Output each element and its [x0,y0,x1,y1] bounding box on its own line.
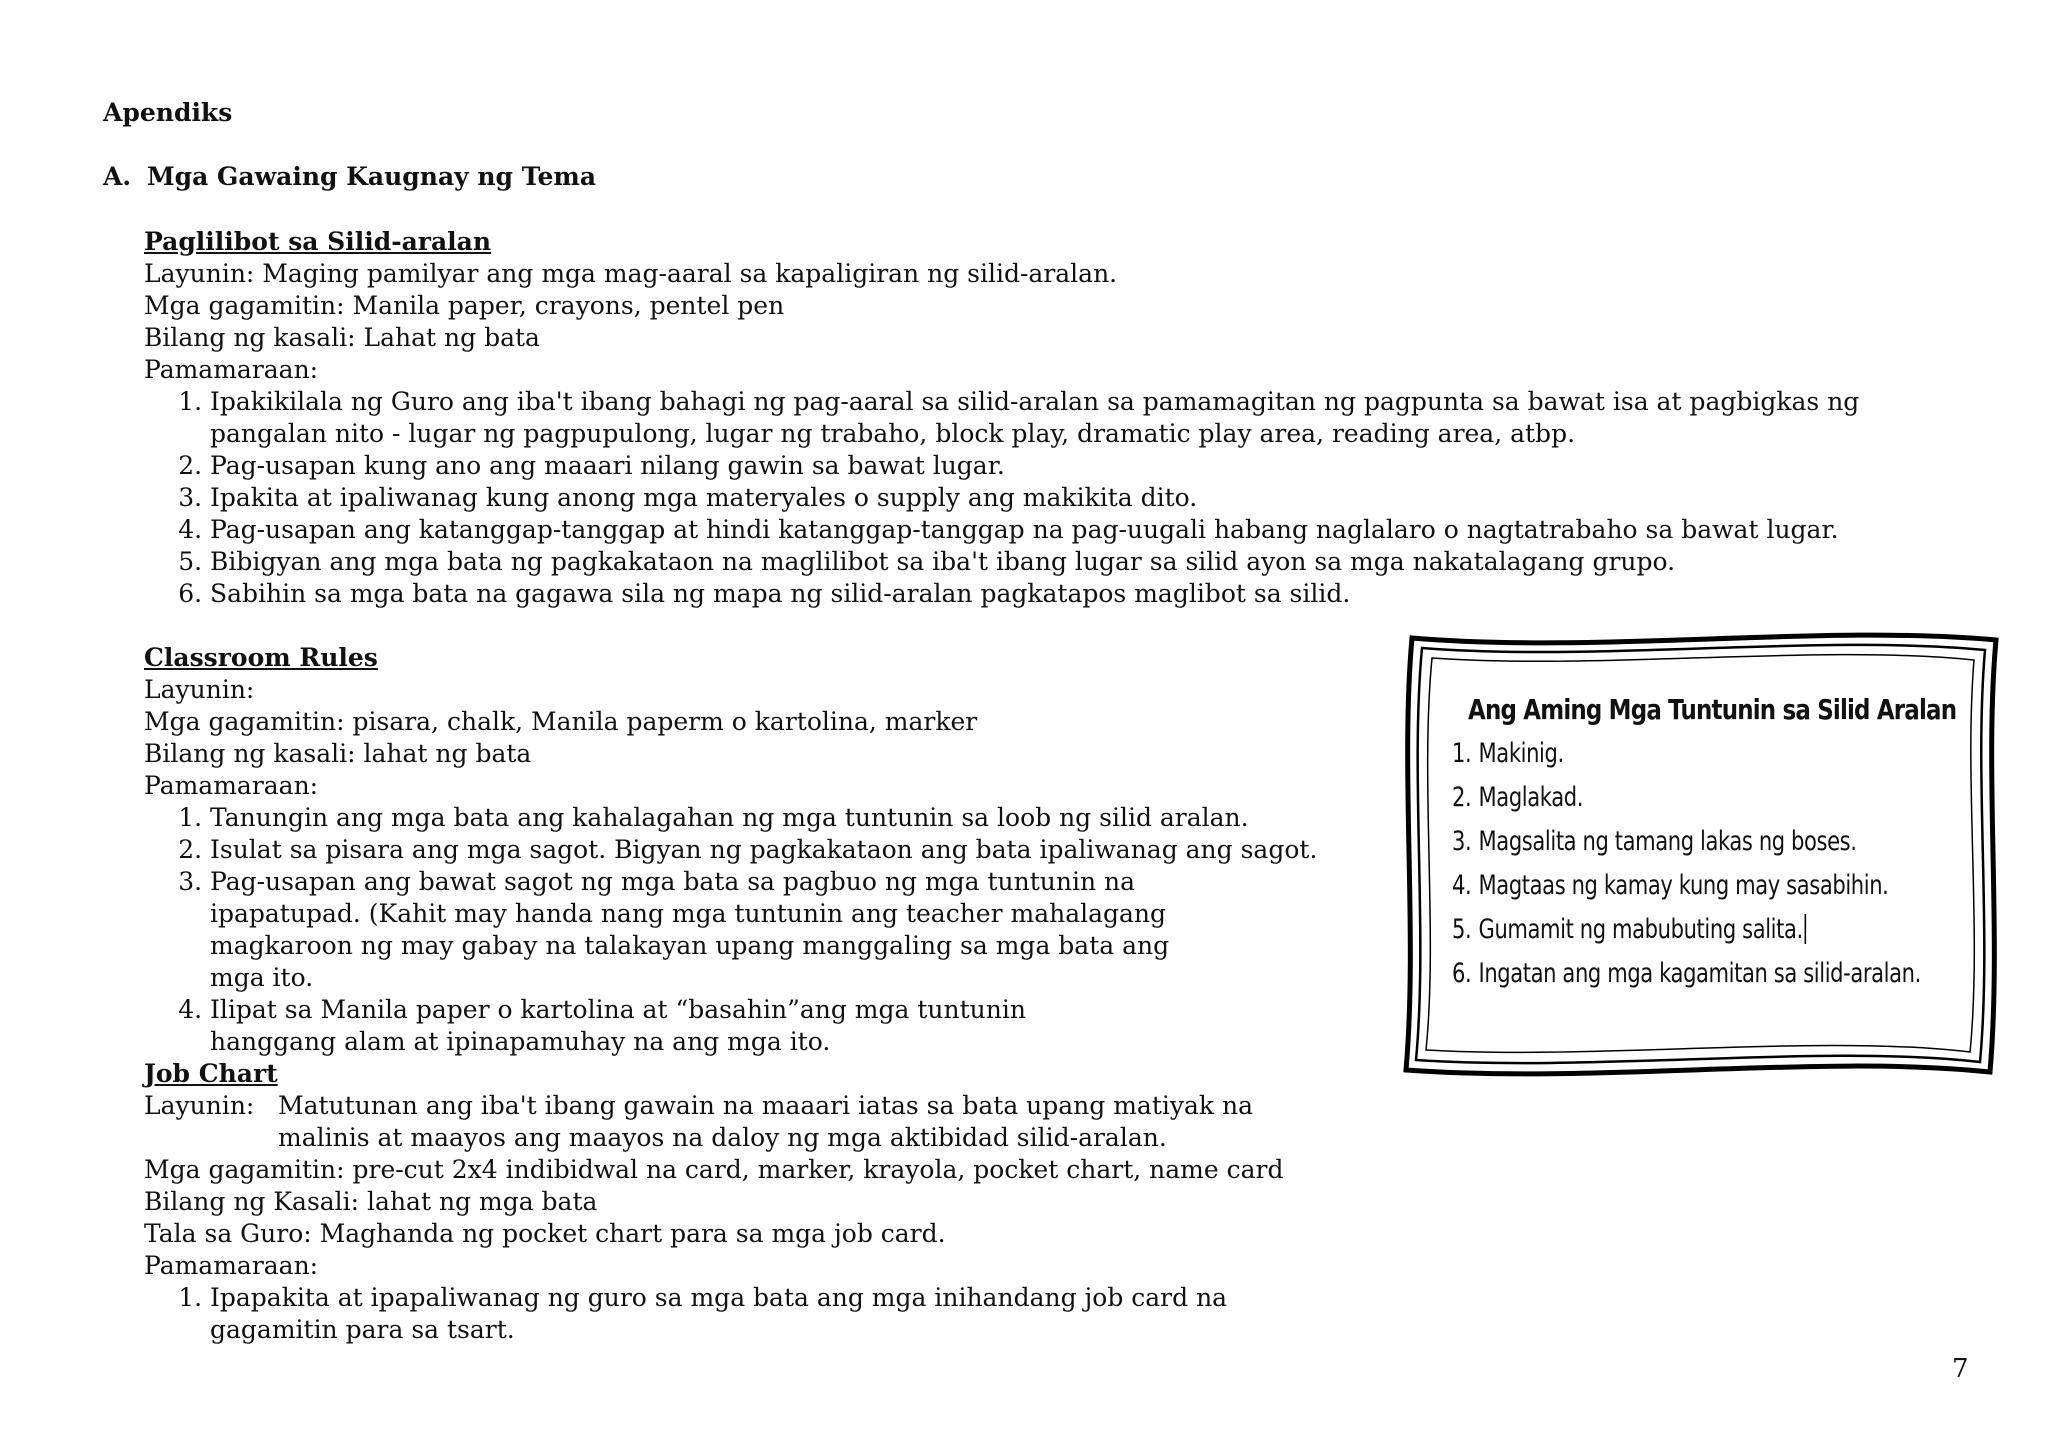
layunin-label: Layunin: [144,1091,255,1120]
pamamaraan-label: Pamamaraan: [144,771,319,800]
list-item: 2. Isulat sa pisara ang mga sagot. Bigyan ng pagkakataon ang bata ipaliwanag ang sagot. [210,834,1374,866]
section-heading [103,162,596,191]
poster-rules-list [1452,738,2048,1002]
list-item: 5. Gumamit ng mabubuting salita. [1452,914,1921,958]
steps-list [144,1282,1310,1346]
pamamaraan-label: Pamamaraan: [144,355,319,384]
steps-list [144,802,1374,1058]
list-item: 4. Pag-usapan ang katanggap-tanggap at hindi katanggap-tanggap na pag-uugali habang naglalaro o nagtatrabaho sa bawat lugar. [210,514,1944,546]
gagamitin-line: Mga gagamitin: pisara, chalk, Manila paperm o kartolina, marker [144,707,978,736]
list-item: 6. Ingatan ang mga kagamitan sa silid-aralan. [1452,958,1921,989]
section-letter: A. [103,162,132,191]
list-item: 4. Magtaas ng kamay kung may sasabihin. [1452,870,1889,901]
list-item: 2. Pag-usapan kung ano ang maaari nilang gawin sa bawat lugar. [210,450,1944,482]
list-item: 3. Ipakita at ipaliwanag kung anong mga materyales o supply ang makikita dito. [210,482,1944,514]
activity-heading: Classroom Rules [144,643,378,672]
activity-classroom-rules [144,642,1374,1058]
list-item: 1. Ipakikilala ng Guro ang iba't ibang bahagi ng pag-aaral sa silid-aralan sa pamamagitan ng pagpunta sa bawat isa at pagbigkas ng pangalan nito - lugar ng pagpupulong, lugar ng trabaho, block play, dramatic play area, reading area, atbp. [210,386,1944,450]
list-item: 6. Sabihin sa mga bata na gagawa sila ng mapa ng silid-aralan pagkatapos maglibot sa silid. [210,578,1944,610]
layunin-line: Layunin: [144,675,255,704]
layunin-text: Matutunan ang iba't ibang gawain na maaari iatas sa bata upang matiyak na malinis at maayos ang maayos na daloy ng mga aktibidad silid-aralan. [278,1091,1254,1152]
steps-list [144,386,1944,610]
kasali-line: Bilang ng Kasali: lahat ng mga bata [144,1187,598,1216]
list-item: 1. Tanungin ang mga bata ang kahalagahan ng mga tuntunin sa loob ng silid aralan. [210,802,1374,834]
list-item: 4. Ilipat sa Manila paper o kartolina at “basahin”ang mga tuntunin hanggang alam at ipinapamuhay na ang mga ito. [210,994,1374,1058]
list-item: 1. Ipapakita at ipapaliwanag ng guro sa mga bata ang mga inihandang job card na gagamitin para sa tsart. [210,1282,1310,1346]
gagamitin-line: Mga gagamitin: Manila paper, crayons, pentel pen [144,291,785,320]
list-item: 1. Makinig. [1452,738,1564,769]
activity-heading: Job Chart [144,1059,278,1088]
list-item: 3. Magsalita ng tamang lakas ng boses. [1452,826,1857,857]
list-item: 2. Maglakad. [1452,782,1584,813]
page-number: 7 [1952,1354,1969,1384]
list-item: 5. Bibigyan ang mga bata ng pagkakataon na maglilibot sa iba't ibang lugar sa silid ayon sa mga nakatalagang grupo. [210,546,1944,578]
section-title: Mga Gawaing Kaugnay ng Tema [147,162,597,191]
activity-job-chart [144,1058,1444,1346]
layunin-line [144,1090,1444,1154]
poster-title: Ang Aming Mga Tuntunin sa Silid Aralan [1468,693,1957,726]
list-item: 3. Pag-usapan ang bawat sagot ng mga bata sa pagbuo ng mga tuntunin na ipapatupad. (Kahit may handa nang mga tuntunin ang teacher mahalagang magkaroon ng may gabay na talakayan upang manggaling sa mga bata ang mga ito. [210,866,1374,994]
pamamaraan-label: Pamamaraan: [144,1251,319,1280]
kasali-line: Bilang ng kasali: lahat ng bata [144,739,532,768]
gagamitin-line: Mga gagamitin: pre-cut 2x4 indibidwal na card, marker, krayola, pocket chart, name card [144,1155,1284,1184]
appendix-title: Apendiks [103,98,233,127]
text-cursor [1804,914,1806,944]
activity-paglilibot [144,226,1944,610]
layunin-line: Layunin: Maging pamilyar ang mga mag-aaral sa kapaligiran ng silid-aralan. [144,259,1118,288]
kasali-line: Bilang ng kasali: Lahat ng bata [144,323,540,352]
activity-heading: Paglilibot sa Silid-aralan [144,227,492,256]
tala-line: Tala sa Guro: Maghanda ng pocket chart para sa mga job card. [144,1219,946,1248]
